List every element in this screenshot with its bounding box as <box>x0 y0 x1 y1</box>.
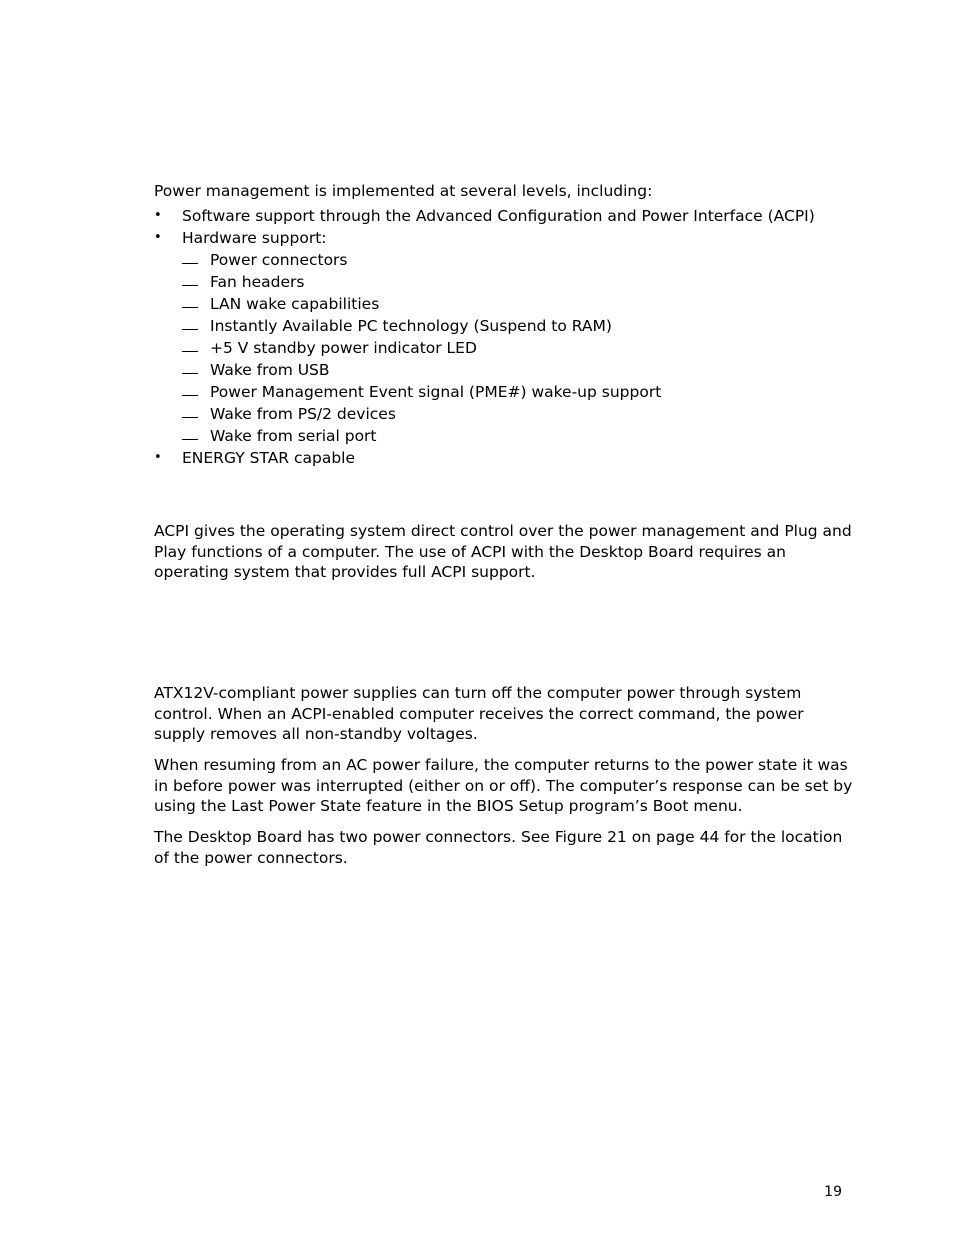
dash-icon <box>182 307 198 308</box>
list-item-text: Hardware support: <box>182 229 327 247</box>
bullet-icon: • <box>154 230 162 245</box>
sub-list-item-text: Fan headers <box>210 273 305 291</box>
sub-list-item-text: Wake from PS/2 devices <box>210 405 396 423</box>
resume-paragraph: When resuming from an AC power failure, the computer returns to the power state it was in before power was interrupted (either on or off). The computer’s response can be set by using the Last Power State feature in the BIOS Setup program’s Boot menu. <box>154 756 853 816</box>
dash-icon <box>182 439 198 440</box>
connectors-paragraph: The Desktop Board has two power connectors. See Figure 21 on page 44 for the location of the power connectors. <box>154 828 843 867</box>
dash-icon <box>182 417 198 418</box>
sub-list-item-text: Wake from serial port <box>210 427 377 445</box>
sub-list-item-text: +5 V standby power indicator LED <box>210 339 477 357</box>
dash-icon <box>182 395 198 396</box>
acpi-paragraph: ACPI gives the operating system direct control over the power management and Plug and Play functions of a computer. The use of ACPI with the Desktop Board requires an operating system that provides full ACPI support. <box>154 522 852 582</box>
atx-paragraph: ATX12V-compliant power supplies can turn off the computer power through system control. When an ACPI-enabled computer receives the correct command, the power supply removes all non-standby voltages. <box>154 684 804 744</box>
intro-text: Power management is implemented at several levels, including: <box>154 182 653 200</box>
sub-list-item-text: Power connectors <box>210 251 348 269</box>
sub-list-item-text: LAN wake capabilities <box>210 295 380 313</box>
sub-list-item-text: Wake from USB <box>210 361 330 379</box>
dash-icon <box>182 285 198 286</box>
sub-list-item-text: Power Management Event signal (PME#) wake-up support <box>210 383 662 401</box>
dash-icon <box>182 263 198 264</box>
dash-icon <box>182 351 198 352</box>
page-number: 19 <box>824 1184 842 1200</box>
bullet-icon: • <box>154 450 162 465</box>
dash-icon <box>182 373 198 374</box>
dash-icon <box>182 329 198 330</box>
list-item-text: ENERGY STAR capable <box>182 449 356 467</box>
bullet-icon: • <box>154 208 162 223</box>
list-item-text: Software support through the Advanced Configuration and Power Interface (ACPI) <box>182 207 815 225</box>
sub-list-item-text: Instantly Available PC technology (Suspend to RAM) <box>210 317 612 335</box>
